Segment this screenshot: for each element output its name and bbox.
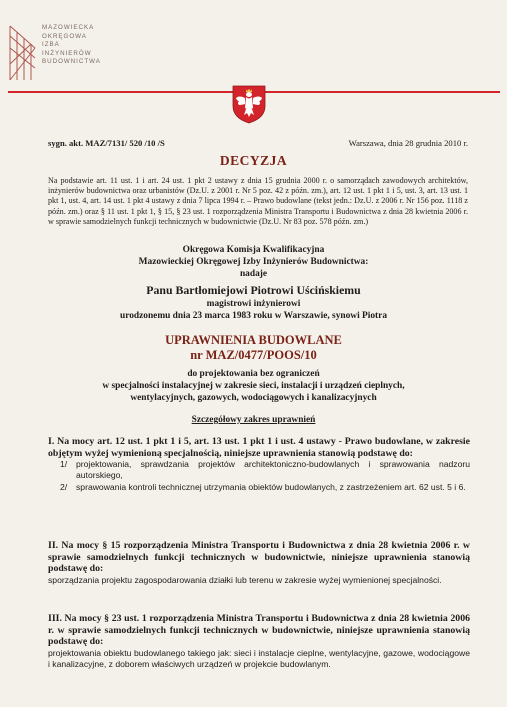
commission-block <box>0 245 507 280</box>
org-line: IZBA <box>42 41 60 49</box>
license-number: nr MAZ/0477/POOS/10 <box>190 348 317 362</box>
commission-line: Okręgowa Komisja Kwalifikacyjna <box>182 245 325 255</box>
chamber-logo <box>8 24 120 86</box>
org-line: BUDOWNICTWA <box>42 58 101 66</box>
item-text: projektowania, sprawdzania projektów architektoniczno-budowlanych i sprawowania nadzoru autorskiego, <box>76 459 470 481</box>
commission-line: Mazowieckiej Okręgowej Izby Inżynierów Budownictwa: <box>138 256 369 267</box>
license-block <box>0 333 507 363</box>
recipient-birth: urodzonemu dnia 23 marca 1983 roku w Warszawie, synowi Piotra <box>119 310 388 321</box>
section-2 <box>48 540 470 586</box>
section-items <box>60 459 470 493</box>
scope-block <box>0 369 507 404</box>
section-body: projektowania obiektu budowlanego takiego jak: sieci i instalacje cieplne, wentylacyjne, gazowe, wodociągowe i kanalizacyjne, z doborem właściwych urządzeń w projekcie budowlanym. <box>48 647 470 669</box>
section-heading: III. Na mocy § 23 ust. 1 rozporządzenia Ministra Transportu i Budownictwa z dnia 28 kwietnia 2006 r. w sprawie samodzielnych funkcji technicznych w budownictwie, niniejsze uprawnienia stanowią podstawę do: <box>48 613 470 648</box>
org-line: OKRĘGOWA <box>42 32 87 40</box>
grant-verb: nadaje <box>239 268 268 279</box>
architectural-frame-logo-icon <box>8 24 36 82</box>
detail-heading: Szczegółowy zakres uprawnień <box>191 415 316 425</box>
recipient-details <box>0 299 507 323</box>
org-line: INŻYNIERÓW <box>42 49 92 57</box>
section-heading: I. Na mocy art. 12 ust. 1 pkt 1 i 5, art. 13 ust. 1 pkt 1 i ust. 4 ustawy - Prawo budowlane, w zakresie objętym wyżej wymienioną specjalnością, niniejsze uprawnienia stanowią podstawę do: <box>48 436 470 459</box>
item-number: 2/ <box>60 481 68 492</box>
place-date: Warszawa, dnia 28 grudnia 2010 r. <box>348 138 468 148</box>
recipient-name: Panu Bartłomiejowi Piotrowi Uścińskiemu <box>146 283 361 297</box>
section-body: sporządzania projektu zagospodarowania działki lub terenu w zakresie wyżej wymienionej specjalności. <box>48 574 442 585</box>
reference-number: sygn. akt. MAZ/7131/ 520 /10 /S <box>48 138 165 148</box>
recipient-title: magistrowi inżynierowi <box>206 299 301 309</box>
document-meta <box>48 138 468 148</box>
section-1 <box>48 436 470 493</box>
eagle-coat-of-arms-icon <box>230 84 268 124</box>
item-text: sprawowania kontroli technicznej utrzymania obiektów budowlanych, z zastrzeżeniem art. 62 ust. 5 i 6. <box>76 481 466 492</box>
legal-basis-paragraph: Na podstawie art. 11 ust. 1 i art. 24 ust. 1 pkt 2 ustawy z dnia 15 grudnia 2000 r. o samorządach zawodowych architektów, inżynierów budownictwa oraz urbanistów (Dz.U. z 2001 r. Nr 5 poz. 42 z późn. zm.), art. 12 ust. 1 pkt 1 i 5, ust. 3, art. 13 ust. 1 pkt 1, ust. 4, art. 14 ust. 1 pkt 4 ustawy z dnia 7 lipca 1994 r. – Prawo budowlane (tekst jedn.: Dz.U. z 2006 r. Nr 156 poz. 1118 z późn. zm.) oraz § 11 ust. 1 pkt 1, § 15, § 23 ust. 1 rozporządzenia Ministra Transportu i Budownictwa z dnia 28 kwietnia 2006 r. w sprawie samodzielnych funkcji technicznych w budownictwie (Dz.U. Nr 83 poz. 578 późn. zm.) <box>48 176 468 226</box>
org-name <box>42 24 120 67</box>
item-number: 1/ <box>60 459 68 470</box>
license-name: UPRAWNIENIA BUDOWLANE <box>165 333 342 347</box>
section-heading: II. Na mocy § 15 rozporządzenia Ministra Transportu i Budownictwa z dnia 28 kwietnia 2006 r. w sprawie samodzielnych funkcji technicznych w budownictwie, niniejsze uprawnienia stanowią podstawę do: <box>48 540 470 575</box>
org-line: MAZOWIECKA <box>42 24 95 31</box>
document-title: DECYZJA <box>219 153 288 168</box>
scope-line: w specjalności instalacyjnej w zakresie sieci, instalacji i urządzeń cieplnych, <box>102 380 405 391</box>
section-3 <box>48 613 470 670</box>
list-item <box>60 459 470 481</box>
detail-heading-row <box>0 415 507 425</box>
scope-line: do projektowania bez ograniczeń <box>187 369 320 379</box>
list-item <box>60 482 470 493</box>
scope-line: wentylacyjnych, gazowych, wodociągowych i kanalizacyjnych <box>130 392 377 403</box>
